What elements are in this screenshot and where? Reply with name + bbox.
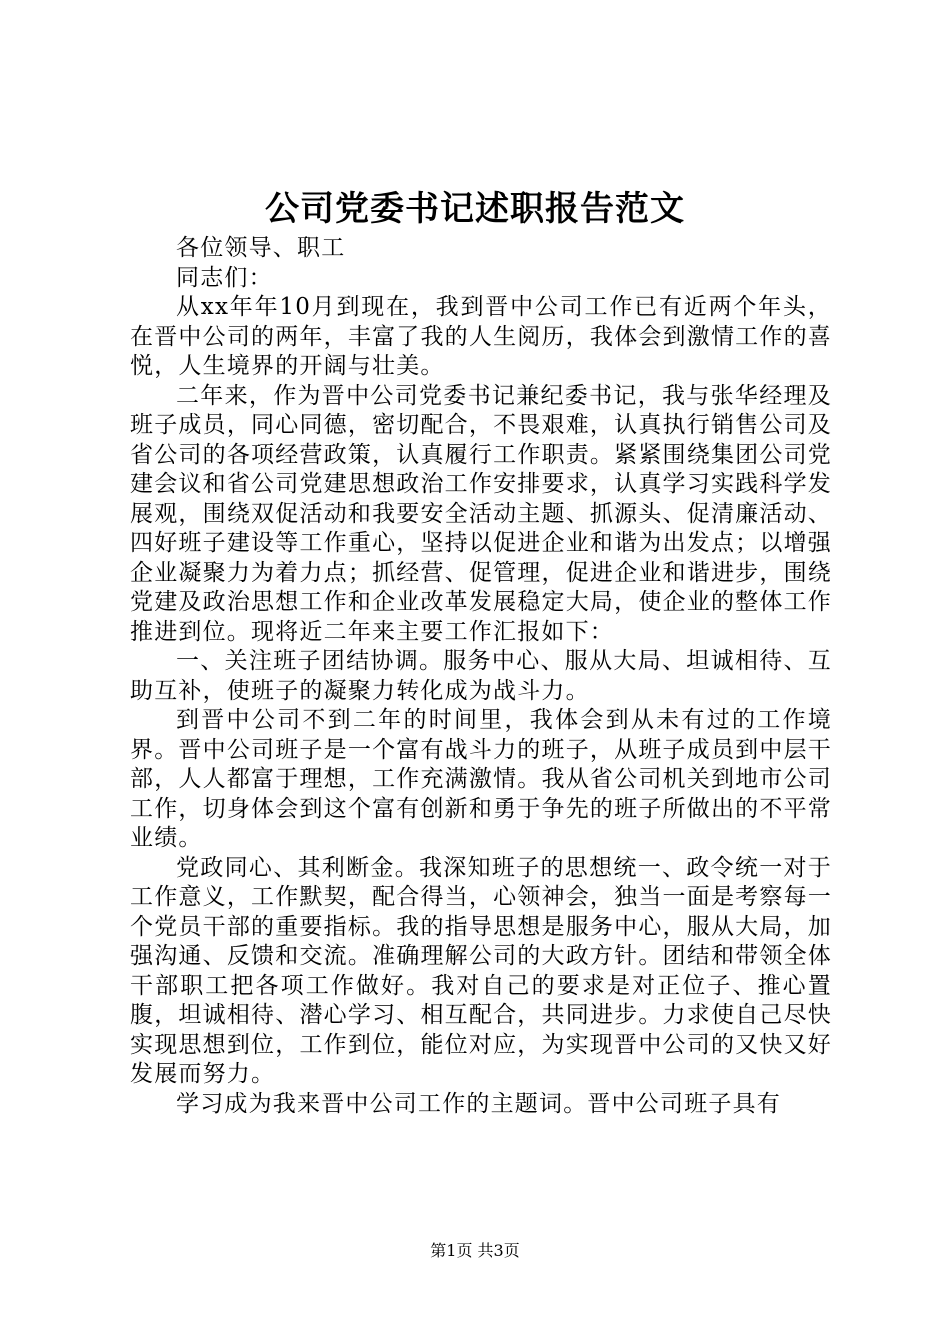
paragraph-intro: 从xx年年10月到现在，我到晋中公司工作已有近两个年头，在晋中公司的两年，丰富了我的人生阅历，我体会到激情工作的喜悦，人生境界的开阔与壮美。 [130,294,832,379]
paragraph-salutation-1: 各位领导、职工 [176,235,346,261]
document-body [130,234,832,1119]
document-title: 公司党委书记述职报告范文 [265,189,685,229]
paragraph-learning: 学习成为我来晋中公司工作的主题词。晋中公司班子具有 [176,1090,781,1117]
paragraph-section-1-heading: 一、关注班子团结协调。服务中心、服从大局、坦诚相待、互助互补，使班子的凝聚力转化成为战斗力。 [130,648,832,704]
paragraph-unity: 党政同心、其利断金。我深知班子的思想统一、政令统一对于工作意义，工作默契，配合得当，心领神会，独当一面是考察每一个党员干部的重要指标。我的指导思想是服务中心，服从大局，加强沟通、反馈和交流。准确理解公司的大政方针。团结和带领全体干部职工把各项工作做好。我对自己的要求是对正位子、推心置腹，坦诚相待、潜心学习、相互配合，共同进步。力求使自己尽快实现思想到位，工作到位，能位对应，为实现晋中公司的又快又好发展而努力。 [130,854,832,1087]
paragraph-salutation-2: 同志们： [176,264,273,291]
paragraph-overview: 二年来，作为晋中公司党委书记兼纪委书记，我与张华经理及班子成员，同心同德，密切配合，不畏艰难，认真执行销售公司及省公司的各项经营政策，认真履行工作职责。紧紧围绕集团公司党建会议和省公司党建思想政治工作安排要求，认真学习实践科学发展观，围绕双促活动和我要安全活动主题、抓源头、促清廉活动、四好班子建设等工作重心，坚持以促进企业和谐为出发点；以增强企业凝聚力为着力点；抓经营、促管理，促进企业和谐进步，围绕党建及政治思想工作和企业改革发展稳定大局，使企业的整体工作推进到位。现将近二年来主要工作汇报如下： [130,382,832,645]
page-number-footer: 第1页 共3页 [430,1241,520,1260]
paragraph-experience: 到晋中公司不到二年的时间里，我体会到从未有过的工作境界。晋中公司班子是一个富有战斗力的班子，从班子成员到中层干部，人人都富于理想，工作充满激情。我从省公司机关到地市公司工作，切身体会到这个富有创新和勇于争先的班子所做出的不平常业绩。 [130,707,832,851]
